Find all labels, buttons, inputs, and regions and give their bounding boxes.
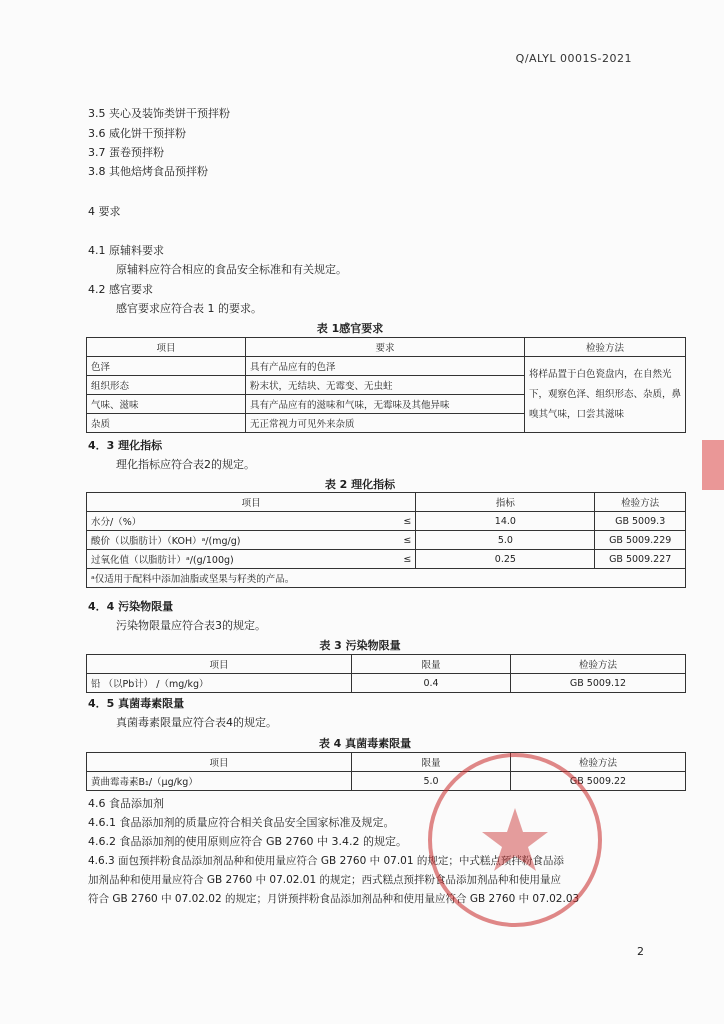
page-number: 2 [637, 945, 644, 958]
section-4-4-title: 4．4 污染物限量 [88, 600, 174, 613]
table2-cell: 酸价（以脂肪计）（KOH）ᵃ/(mg/g) [87, 531, 388, 550]
section-4-6-2: 4.6.2 食品添加剂的使用原则应符合 GB 2760 中 3.4.2 的规定。 [88, 835, 408, 848]
section-4-6-title: 4.6 食品添加剂 [88, 797, 164, 810]
section-4-3-body: 理化指标应符合表2的规定。 [116, 458, 255, 471]
contaminant-table [86, 654, 686, 693]
table1-caption: 表 1感官要求 [316, 322, 384, 335]
table4-cell: GB 5009.22 [511, 772, 686, 791]
table2-header-method: 检验方法 [595, 493, 686, 512]
table4-header-item: 项目 [87, 753, 352, 772]
table2-cell: GB 5009.227 [595, 550, 686, 569]
section-4-6-3-line1: 4.6.3 面包预拌粉食品添加剂品种和使用量应符合 GB 2760 中 07.01 的规定；中式糕点预拌粉食品添 [88, 855, 564, 867]
table4-caption: 表 4 真菌毒素限量 [318, 737, 412, 750]
section-4-6-3-line3: 符合 GB 2760 中 07.02.02 的规定；月饼预拌粉食品添加剂品种和使用量应符合 GB 2760 中 07.02.03 [88, 893, 580, 905]
table1-cell: 粉末状，无结块、无霉变、无虫蛀 [246, 376, 525, 395]
table2-cell: GB 5009.229 [595, 531, 686, 550]
table2-cell: 5.0 [416, 531, 595, 550]
table2-cell: 过氧化值（以脂肪计）ᵃ/(g/100g) [87, 550, 388, 569]
table2-cell: GB 5009.3 [595, 512, 686, 531]
table3-header-item: 项目 [87, 655, 352, 674]
table1-header-item: 项目 [87, 338, 246, 357]
section-4-1-title: 4.1 原辅料要求 [88, 244, 164, 257]
table3-header-limit: 限量 [352, 655, 511, 674]
table4-header-method: 检验方法 [511, 753, 686, 772]
table1-header-method: 检验方法 [525, 338, 686, 357]
sensory-table [86, 337, 686, 433]
section-3-5: 3.5 夹心及装饰类饼干预拌粉 [88, 107, 230, 120]
section-4-2-body: 感官要求应符合表 1 的要求。 [116, 302, 262, 315]
section-4-2-title: 4.2 感官要求 [88, 283, 153, 296]
section-4-5-title: 4．5 真菌毒素限量 [88, 697, 185, 710]
table1-header-requirement: 要求 [246, 338, 525, 357]
requirements-heading: 4 要求 [88, 205, 121, 218]
physicochemical-table [86, 492, 686, 588]
table1-cell: 具有产品应有的滋味和气味，无霉味及其他异味 [246, 395, 525, 414]
table2-header-limit: 指标 [416, 493, 595, 512]
section-4-4-body: 污染物限量应符合表3的规定。 [116, 619, 266, 632]
table3-caption: 表 3 污染物限量 [319, 639, 401, 652]
table2-cell: ≤ [387, 531, 416, 550]
table2-cell: ≤ [387, 512, 416, 531]
standard-code: Q/ALYL 0001S-2021 [515, 52, 632, 65]
section-4-6-1: 4.6.1 食品添加剂的质量应符合相关食品安全国家标准及规定。 [88, 816, 395, 829]
table2-cell: 水分/（%） [87, 512, 388, 531]
table1-cell: 组织形态 [87, 376, 246, 395]
table4-cell: 黄曲霉毒素B₁/（μg/kg） [87, 772, 352, 791]
table4-header-limit: 限量 [352, 753, 511, 772]
table3-cell: GB 5009.12 [511, 674, 686, 693]
table1-cell: 无正常视力可见外来杂质 [246, 414, 525, 433]
page-edge-seal-fragment [702, 440, 724, 490]
section-3-6: 3.6 威化饼干预拌粉 [88, 127, 186, 140]
section-3-7: 3.7 蛋卷预拌粉 [88, 146, 164, 159]
section-3-8: 3.8 其他焙烤食品预拌粉 [88, 165, 208, 178]
table1-cell: 具有产品应有的色泽 [246, 357, 525, 376]
table2-caption: 表 2 理化指标 [324, 478, 396, 491]
table2-cell: ≤ [387, 550, 416, 569]
section-4-6-3-line2: 加剂品种和使用量应符合 GB 2760 中 07.02.01 的规定；西式糕点预拌粉食品添加剂品种和使用量应 [88, 874, 562, 886]
table3-header-method: 检验方法 [511, 655, 686, 674]
table2-cell: 14.0 [416, 512, 595, 531]
table1-cell: 杂质 [87, 414, 246, 433]
table2-footnote: ᵃ仅适用于配料中添加油脂或坚果与籽类的产品。 [87, 569, 686, 588]
table1-method: 将样品置于白色瓷盘内，在自然光下，观察色泽、组织形态、杂质，鼻嗅其气味，口尝其滋味 [525, 357, 686, 433]
section-4-1-body: 原辅料应符合相应的食品安全标准和有关规定。 [116, 263, 347, 276]
section-4-3-title: 4．3 理化指标 [88, 439, 163, 452]
table3-cell: 铅 （以Pb计） /（mg/kg） [87, 674, 352, 693]
table3-cell: 0.4 [352, 674, 511, 693]
company-seal [415, 740, 615, 940]
table1-cell: 气味、滋味 [87, 395, 246, 414]
table1-cell: 色泽 [87, 357, 246, 376]
table4-cell: 5.0 [352, 772, 511, 791]
table2-header-item: 项目 [87, 493, 416, 512]
section-4-5-body: 真菌毒素限量应符合表4的规定。 [116, 716, 277, 729]
table2-cell: 0.25 [416, 550, 595, 569]
